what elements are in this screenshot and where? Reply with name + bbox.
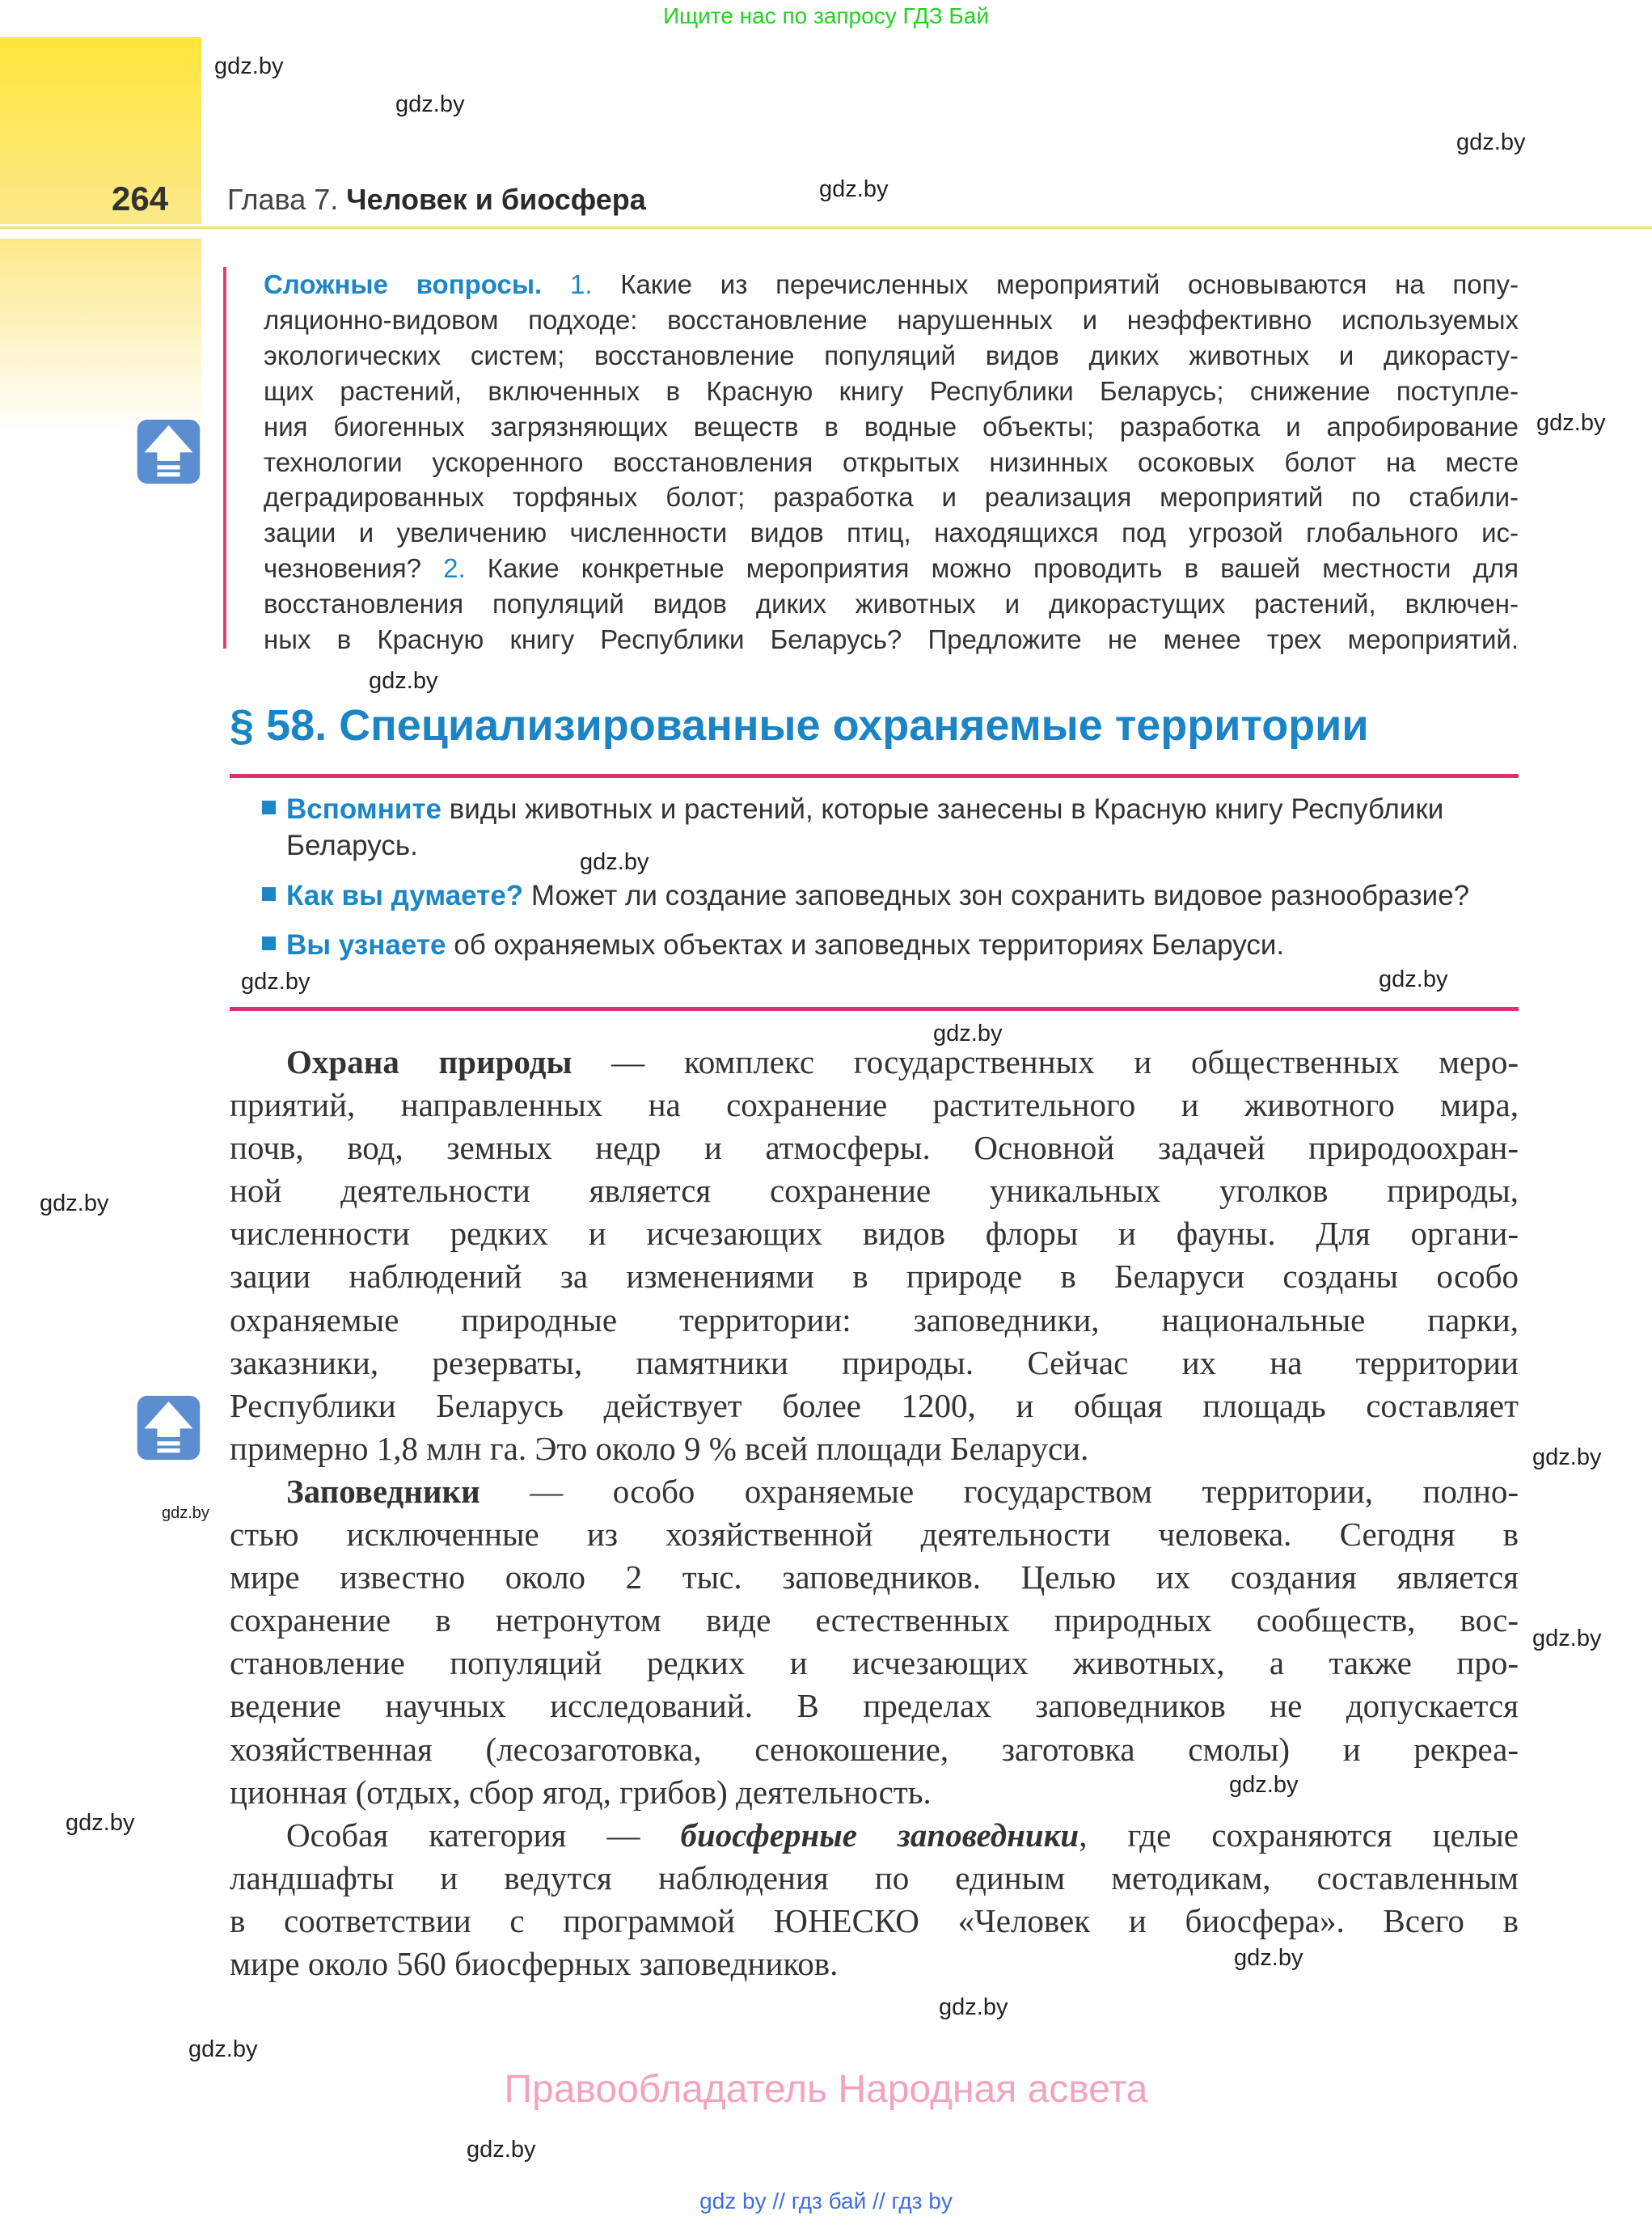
text-line: ной деятельности является сохранение уникальных уголков природы, (230, 1172, 1519, 1210)
chapter-prefix: Глава 7. (227, 183, 339, 216)
text-line: мире около 560 биосферных заповедников. (230, 1944, 839, 1982)
page-number: 264 (112, 180, 169, 218)
question-line (264, 267, 1519, 302)
watermark: gdz.by (188, 2036, 258, 2062)
bullet-square-icon (262, 937, 276, 950)
questions-sidebar-bar (223, 267, 226, 649)
question-number: 2. (443, 553, 466, 584)
watermark: gdz.by (933, 1021, 1003, 1046)
text-line: примерно 1,8 млн га. Это около 9 % всей площади Беларуси. (230, 1429, 1089, 1467)
text-line: ляционно-видовом подходе: восстановление нарушенных и неэффективно используемых (264, 304, 1519, 335)
watermark: gdz.by (1532, 1444, 1602, 1470)
watermark: gdz.by (1379, 966, 1448, 992)
text-line: в соответствии с программой ЮНЕСКО «Человек и биосфера». Всего в (230, 1901, 1519, 1939)
watermark: gdz.by (369, 668, 438, 694)
text-line: ных в Красную книгу Республики Беларусь? Предложите не менее трех мероприятий. (264, 624, 1519, 655)
question-lines (264, 586, 1519, 657)
margin-gradient-decoration (0, 239, 201, 433)
text-line: становление популяций редких и исчезающих животных, а также про- (230, 1644, 1519, 1682)
text: — особо охраняемые государством территории, полно- (480, 1472, 1519, 1510)
search-hint-link[interactable]: Ищите нас по запросу ГДЗ Бай (662, 3, 990, 28)
text: , где сохраняются целые (1079, 1816, 1519, 1854)
text-line: охраняемые природные территории: заповедники, национальные парки, (230, 1300, 1519, 1338)
watermark: gdz.by (1229, 1772, 1299, 1798)
watermark: gdz.by (395, 91, 465, 117)
text-line: деградированных торфяных болот; разработка и реализация мероприятий по стабили- (264, 482, 1519, 513)
paragraph (230, 1857, 1519, 1985)
bullet-item (262, 877, 1519, 914)
text-line: Республики Беларусь действует более 1200, и общая площадь составляет (230, 1386, 1519, 1424)
bullet-lead: Вы узнаете (286, 929, 446, 961)
chapter-title (227, 183, 646, 217)
paragraph-line (230, 1470, 1519, 1513)
bullet-lead: Вспомните (286, 793, 442, 825)
watermark: gdz.by (65, 1810, 135, 1836)
bullet-item (262, 791, 1519, 864)
watermark: gdz.by (1536, 410, 1606, 436)
copyright-notice: Правообладатель Народная асвета (504, 2068, 1148, 2111)
watermark: gdz.by (580, 849, 649, 875)
text-line: численности редких и исчезающих видов флоры и фауны. Для органи- (230, 1215, 1519, 1253)
watermark: gdz.by (939, 1994, 1008, 2020)
main-text (230, 1041, 1519, 1985)
text-line: ционная (отдых, сбор ягод, грибов) деятельность. (230, 1773, 932, 1811)
question-lines (264, 302, 1519, 551)
text-line: почв, вод, земных недр и атмосферы. Основной задачей природоохран- (230, 1129, 1519, 1167)
paragraph-line (230, 1814, 1519, 1857)
section-divider-top (230, 774, 1519, 778)
text: — комплекс государственных и общественных меро- (572, 1043, 1519, 1080)
text-line: экологических систем; восстановление популяций видов диких животных и дикорасту- (264, 340, 1519, 370)
question-number: 1. (569, 269, 593, 299)
text-line: восстановления популяций видов диких животных и дикорастущих растений, включен- (264, 589, 1519, 619)
text-line: ния биогенных загрязняющих веществ в водные объекты; разработка и апробирование (264, 411, 1519, 442)
watermark: gdz.by (1532, 1626, 1602, 1651)
text-line: сохранение в нетронутом виде естественных природных сообществ, вос- (230, 1601, 1519, 1639)
difficult-questions (264, 267, 1519, 657)
term: Охрана природы (286, 1043, 572, 1080)
watermark: gdz.by (1234, 1945, 1303, 1971)
page-corner-decoration (0, 37, 201, 224)
text-line: зации и увеличению численности видов птиц, находящихся под угрозой глобального ис- (264, 518, 1519, 548)
bullet-item (262, 927, 1519, 963)
bullet-square-icon (262, 801, 276, 814)
bullet-text: виды животных и растений, которые занесены в Красную книгу Республики (441, 793, 1444, 825)
watermark: gdz.by (214, 53, 284, 79)
text-line: мире известно около 2 тыс. заповедников. Целью их создания является (230, 1558, 1519, 1596)
header-divider (0, 226, 1652, 229)
question-text: Какие конкретные мероприятия можно проводить в вашей местности для (465, 553, 1519, 584)
bullet-lead: Как вы думаете? (286, 880, 524, 911)
text-line: хозяйственная (лесозаготовка, сенокошение, заготовка смолы) и рекреа- (230, 1730, 1519, 1768)
question-line (264, 551, 1519, 586)
paragraph-line (230, 1041, 1519, 1084)
up-arrow-icon (136, 1394, 201, 1461)
text-line: приятий, направленных на сохранение растительного и животного мира, (230, 1086, 1519, 1124)
section-divider-bottom (230, 1007, 1519, 1011)
text-line: стью исключенные из хозяйственной деятельности человека. Сегодня в (230, 1516, 1519, 1554)
bullet-text: Беларусь. (286, 830, 418, 861)
text-line: технологии ускоренного восстановления открытых низинных осоковых болот на месте (264, 446, 1519, 477)
bullet-square-icon (262, 887, 276, 901)
watermark: gdz.by (819, 176, 889, 202)
text-line: ландшафты и ведутся наблюдения по единым методикам, составленным (230, 1858, 1519, 1896)
watermark: gdz.by (1456, 129, 1526, 155)
question-text: Какие из перечисленных мероприятий основываются на попу- (592, 269, 1519, 299)
paragraph (230, 1513, 1519, 1814)
up-arrow-icon (136, 418, 201, 485)
text-line: заказники, резерваты, памятники природы. Сейчас их на территории (230, 1343, 1519, 1381)
text: Особая категория — (286, 1816, 681, 1854)
chapter-name: Человек и биосфера (346, 183, 646, 216)
paragraph (230, 1084, 1519, 1470)
watermark: gdz.by (40, 1190, 109, 1216)
term: Заповедники (286, 1472, 480, 1510)
text-line: щих растений, включенных в Красную книгу Республики Беларусь; снижение поступле- (264, 375, 1519, 406)
section-heading: § 58. Специализированные охраняемые территории (230, 701, 1369, 750)
text-line: зации наблюдений за изменениями в природе в Беларуси созданы особо (230, 1258, 1519, 1296)
watermark: gdz.by (467, 2137, 536, 2163)
text-line: ведение научных исследований. В пределах заповедников не допускается (230, 1687, 1519, 1725)
bottom-links[interactable]: gdz by // гдз бай // гдз by (699, 2188, 953, 2213)
bullet-text: Может ли создание заповедных зон сохранить видовое разнообразие? (523, 880, 1470, 911)
question-text: чезновения? (264, 553, 444, 584)
term: биосферные заповедники (680, 1816, 1080, 1854)
bullet-text: об охраняемых объектах и заповедных территориях Беларуси. (446, 929, 1285, 961)
watermark: gdz.by (162, 1504, 209, 1522)
questions-lead: Сложные вопросы. (264, 269, 543, 299)
watermark: gdz.by (241, 969, 311, 995)
